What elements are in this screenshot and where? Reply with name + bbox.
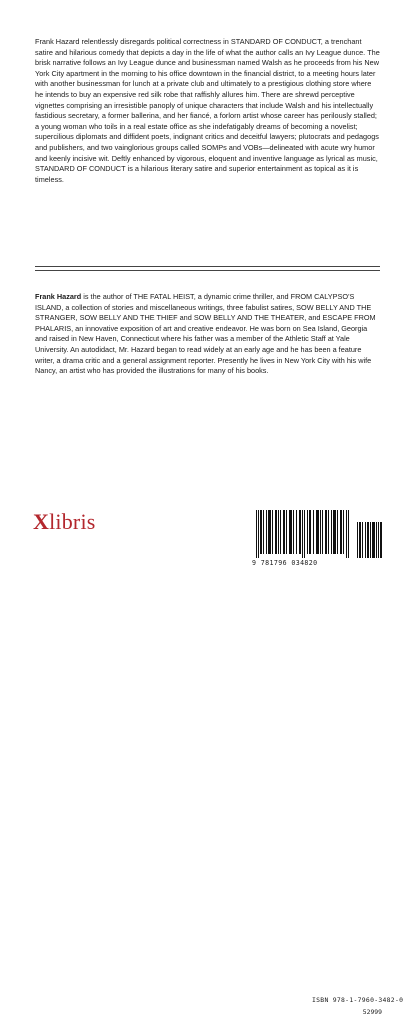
barcode-addon-icon — [357, 522, 383, 558]
publisher-logo-x: X — [33, 509, 50, 534]
author-bio-text: is the author of THE FATAL HEIST, a dynamic crime thriller, and FROM CALYPSO'S ISLAND, a collection of stories and miscellaneous writings, three fabulist satires, SOW BELLY AND THE STRANGER, SOW BELLY AND THE THIEF and SOW BELLY AND THE THEATER, and ESCAPE FROM PHALARIS, an innovative exposition of art and creative endeavor. He was born on Sea Island, Georgia and raised in New Haven, Connecticut where his father was a member of the Athletic Staff at Yale University. An autodidact, Mr. Hazard began to read widely at an early age and he has been a feature writer, a drama critic and a general assignment reporter. Presently he lives in New York City with his wife Nancy, an artist who has provided the illustrations for many of his books. — [35, 292, 376, 376]
price-code: 52999 — [362, 1008, 382, 1016]
author-bio — [35, 292, 380, 377]
barcode-digits: 9 781796 034820 — [252, 559, 318, 567]
barcode-main-icon — [256, 510, 352, 558]
publisher-logo-rest: libris — [49, 509, 96, 534]
author-name: Frank Hazard — [35, 292, 82, 301]
book-description: Frank Hazard relentlessly disregards political correctness in STANDARD OF CONDUCT, a trenchant satire and hilarious comedy that depicts a day in the life of what the author calls an Ivy League dunce. The brisk narrative follows an Ivy League dunce and businessman named Walsh as he proceeds from his New York City apartment in the morning to his office downtown in the financial district, to a meeting hours later with another businessman for lunch at a private club and ultimately to a prestigious clothing store where he intends to buy an expensive red silk robe that raffishly allures him. There are shrewd perceptive vignettes comprising an irresistible panoply of unique characters that include Walsh and his intellectually fastidious secretary, a former ballerina, and her fiancé, a forlorn artist whose career has perilously stalled; a young woman who toils in a real estate office as she indefatigably dreams of becoming a novelist; supercilious diplomats and diffident poets, indignant critics and deceitful lawyers; plutocrats and pedagogs and publishers, and two vainglorious groups called SOMPs and VOBs—delineated with acute wry humor and keenly incisive wit. Deftly enhanced by vigorous, eloquent and inventive language as lyrical as music, STANDARD OF CONDUCT is a hilarious literary satire and superior entertainment as topical as it is timeless. — [35, 37, 380, 184]
section-divider-top — [35, 266, 380, 267]
section-divider-bottom — [35, 270, 380, 271]
isbn-label: ISBN 978-1-7960-3482-0 — [312, 996, 404, 1004]
publisher-logo — [33, 510, 96, 534]
